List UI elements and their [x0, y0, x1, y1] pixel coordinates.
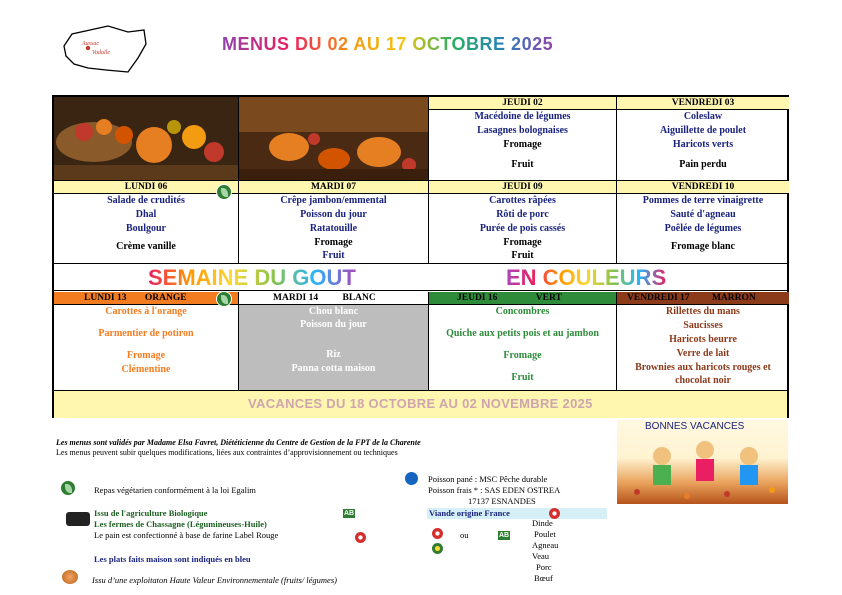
menu-item: Fromage: [503, 237, 542, 248]
menu-item: Fromage: [314, 237, 353, 248]
day-header: MARDI 07: [239, 181, 428, 194]
menu-item: Dhal: [135, 209, 157, 220]
day-jeudi-09: [429, 181, 617, 263]
legend-pain-text: Le pain est confectionné à base de farine Label Rouge: [94, 530, 279, 540]
day-mardi-07: [239, 181, 429, 263]
menu-item: Crêpe jambon/emmental: [280, 195, 387, 206]
menu-item: Parmentier de potiron: [98, 328, 194, 339]
menu-item: Concombres: [495, 306, 550, 317]
day-vendredi-10: [617, 181, 789, 263]
legend-meats-list: [532, 518, 558, 584]
menu-item: Fromage blanc: [671, 241, 735, 252]
vegetarian-leaf-icon: [60, 480, 76, 496]
meat-item: Agneau: [532, 540, 559, 550]
menu-item: Ratatouille: [309, 223, 358, 234]
autumn-pumpkins-image: [239, 97, 429, 180]
logo-line1: Aussac: [82, 41, 99, 47]
menu-item: Quiche aux petits pois et au jambon: [446, 328, 599, 339]
meat-item: Porc: [536, 562, 552, 572]
menu-item: Carottes râpées: [489, 195, 556, 206]
legend-hve-text: Issu d’une exploitaton Haute Valeur Environnementale (fruits/ légumes): [92, 575, 337, 585]
meat-item: Veau: [532, 551, 549, 561]
menu-item: Panna cotta maison: [291, 363, 376, 374]
menu-item: Poisson du jour: [300, 209, 367, 220]
menu-item: Pommes de terre vinaigrette: [642, 195, 764, 206]
menu-item: chocolat noir: [675, 375, 731, 386]
menu-item: Carottes à l'orange: [105, 306, 187, 317]
menu-item: Chou blanc: [308, 306, 359, 317]
semaine-du-gout-banner: [54, 263, 787, 291]
legend-origins: [94, 508, 278, 541]
page-title: MENUS DU 02 AU 17 OCTOBRE 2025: [222, 34, 554, 54]
menu-item: Fromage: [503, 139, 542, 150]
menu-item: Fruit: [511, 250, 534, 261]
ab-organic-meat-icon: AB: [498, 532, 510, 539]
menu-item: Poêlée de légumes: [664, 223, 742, 234]
day-header: [429, 292, 616, 305]
chassagne-logo-icon: [66, 512, 90, 526]
day-header: JEUDI 09: [429, 181, 616, 194]
logo-line2: Vadalle: [92, 50, 110, 56]
menu-item: Sauté d'agneau: [670, 209, 736, 220]
day-name: LUNDI 13: [84, 293, 127, 303]
day-name: MARDI 14: [273, 293, 319, 303]
day-header: [239, 292, 428, 305]
day-color-name: VERT: [535, 293, 562, 303]
day-jeudi-02: [429, 97, 617, 180]
day-header: VENDREDI 10: [617, 181, 789, 194]
day-color-name: BLANC: [342, 293, 376, 303]
menu-grid: [52, 95, 789, 418]
meat-item: Poulet: [534, 529, 556, 539]
legend-chassagne-text: Les fermes de Chassagne (Légumineuses-Huile): [94, 519, 267, 529]
week3-row: [54, 292, 787, 390]
legend-poisson2-text: Poisson frais * : SAS EDEN OSTREA: [428, 485, 561, 495]
day-header: LUNDI 06: [54, 181, 238, 194]
menu-item: Verre de lait: [676, 348, 730, 359]
logo-text: [82, 40, 110, 58]
menu-item: Pain perdu: [679, 159, 727, 170]
pumpkins-illustration: [239, 97, 429, 180]
origin-flower-icon: [432, 543, 443, 554]
menu-item: Coleslaw: [683, 111, 723, 122]
note-modifications: Les menus peuvent subir quelques modifications, liées aux contraintes d’approvisionnement ou techniques: [56, 448, 398, 457]
label-rouge-icon: [355, 532, 366, 543]
banner-right-text: EN COULEURS: [506, 265, 667, 290]
day-header: [617, 292, 789, 305]
menu-item: Clémentine: [121, 364, 171, 375]
validation-notes: [56, 438, 421, 458]
menu-item: Salade de crudités: [107, 195, 185, 206]
note-validation: Les menus sont validés par Madame Elsa Favret, Diététicienne du Centre de Gestion de la FPT de la Charente: [56, 438, 421, 447]
menu-item: Boulgour: [125, 223, 166, 234]
legend-poisson: [428, 474, 560, 507]
vacances-row: [54, 390, 787, 418]
day-header: VENDREDI 03: [617, 97, 789, 110]
banner-left-text: SEMAINE DU GOUT: [148, 265, 356, 290]
legend-ou-text: ou: [460, 530, 469, 540]
menu-item: Lasagnes bolognaises: [477, 125, 568, 136]
day-color-name: ORANGE: [144, 293, 187, 303]
day-header: [54, 292, 238, 305]
day-header: JEUDI 02: [429, 97, 616, 110]
legend-maison-text: Les plats faits maison sont indiqués en bleu: [94, 554, 251, 564]
menu-item: Fromage: [126, 350, 166, 361]
bonnes-vacances-text: BONNES VACANCES: [645, 421, 745, 432]
legend-vege-text: Repas végétarien conformément à la loi Egalim: [94, 485, 256, 495]
menu-item: Rillettes du mans: [666, 306, 740, 317]
vegetarian-leaf-icon: [216, 291, 232, 307]
menu-item: Poisson du jour: [300, 319, 367, 330]
menu-item: Fruit: [511, 159, 534, 170]
meat-item: Bœuf: [534, 573, 553, 583]
day-vendredi-03: [617, 97, 789, 180]
logo: [58, 24, 150, 76]
day-name: VENDREDI 17: [627, 293, 690, 303]
day-name: JEUDI 16: [457, 293, 498, 303]
menu-item: Haricots beurre: [669, 334, 737, 345]
day-lundi-06: [54, 181, 239, 263]
ab-organic-icon: AB: [343, 510, 355, 517]
bonnes-vacances-image: [617, 420, 788, 504]
week2-row: [54, 181, 787, 263]
hve-icon: [62, 570, 78, 584]
menu-item: Fruit: [511, 372, 534, 383]
meat-item: Dinde: [532, 518, 553, 528]
harvest-illustration: [54, 97, 239, 180]
vacances-text: VACANCES DU 18 OCTOBRE AU 02 NOVEMBRE 2025: [248, 396, 593, 411]
label-rouge-meat-icon: [432, 528, 443, 539]
menu-item: Aiguillette de poulet: [659, 125, 747, 136]
menu-item: Rôti de porc: [496, 209, 549, 220]
day-color-name: MARRON: [711, 293, 756, 303]
day-lundi-13: [54, 292, 239, 390]
msc-fish-icon: [405, 472, 418, 485]
vegetarian-leaf-icon: [216, 184, 232, 200]
menu-item: Macédoine de légumes: [474, 111, 571, 122]
menu-item: Purée de pois cassés: [479, 223, 566, 234]
autumn-harvest-image: [54, 97, 239, 180]
day-mardi-14: [239, 292, 429, 390]
day-jeudi-16: [429, 292, 617, 390]
menu-item: Fromage: [503, 350, 542, 361]
menu-item: Saucisses: [683, 320, 723, 331]
legend-poisson1-text: Poisson pané : MSC Pêche durable: [428, 474, 548, 484]
week1-row: [54, 97, 787, 181]
menu-item: Haricots verts: [672, 139, 734, 150]
menu-item: Crème vanille: [116, 241, 176, 252]
menu-item: Brownies aux haricots rouges et: [635, 362, 771, 373]
kids-autumn-illustration: [617, 420, 788, 504]
menu-item: Fruit: [322, 250, 345, 261]
legend-poisson3-text: 17137 ESNANDES: [468, 496, 536, 506]
menu-item: Riz: [326, 349, 341, 360]
legend-viande-text: Viande origine France: [427, 508, 607, 519]
legend-bio-text: Issu de l'agriculture Biologique: [94, 508, 208, 518]
day-vendredi-17: [617, 292, 789, 390]
